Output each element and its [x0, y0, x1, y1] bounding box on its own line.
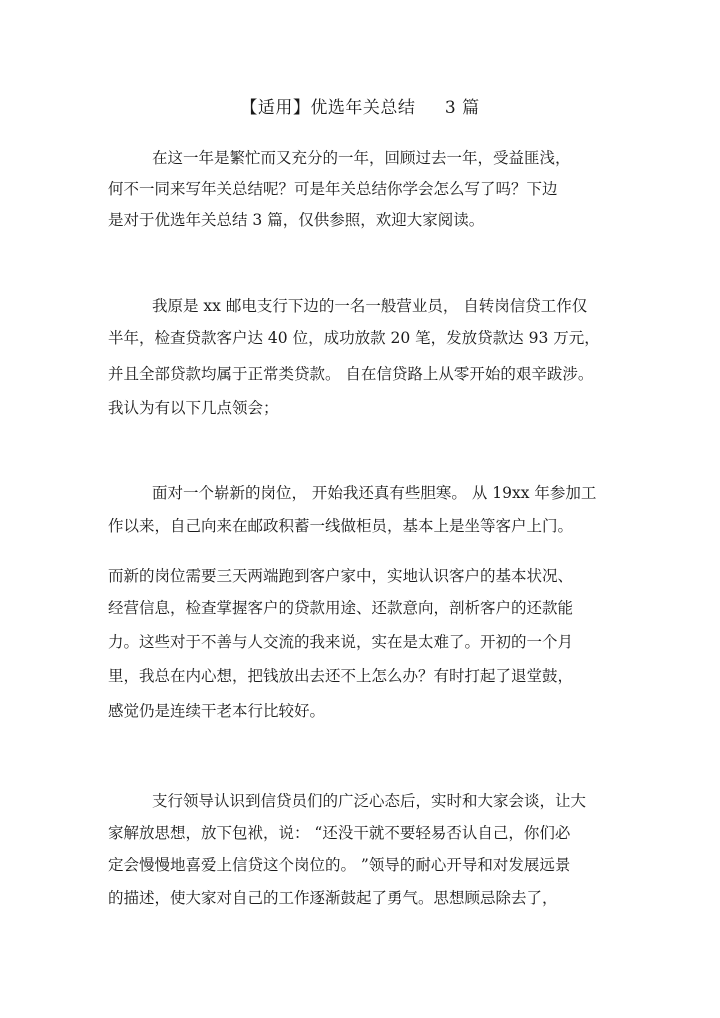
paragraph-1-line-3: 是对于优选年关总结 3 篇，仅供参照，欢迎大家阅读。	[108, 211, 485, 229]
paragraph-1-line-2: 何不一同来写年关总结呢？可是年关总结你学会怎么写了吗？下边	[108, 180, 558, 198]
paragraph-2-line-1: 我原是 xx 邮电支行下边的一名一般营业员， 自转岗信贷工作仅	[152, 297, 588, 315]
paragraph-5-line-4: 的描述，使大家对自己的工作逐渐鼓起了勇气。思想顾忌除去了，	[108, 889, 558, 907]
document-title: 【适用】优选年关总结 3 篇	[240, 98, 480, 118]
paragraph-4-line-2: 经营信息，检查掌握客户的贷款用途、还款意向，剖析客户的还款能	[108, 599, 574, 617]
paragraph-4-line-5: 感觉仍是连续干老本行比较好。	[108, 702, 326, 720]
paragraph-3-line-1: 面对一个崭新的岗位， 开始我还真有些胆寒。 从 19xx 年参加工	[152, 484, 597, 502]
paragraph-1-line-1: 在这一年是繁忙而又充分的一年，回顾过去一年，受益匪浅，	[152, 149, 571, 167]
paragraph-2-line-4: 我认为有以下几点领会；	[108, 399, 279, 417]
paragraph-2-line-3: 并且全部贷款均属于正常类贷款。 自在信贷路上从零开始的艰辛跋涉。	[108, 365, 594, 383]
paragraph-3-line-2: 作以来，自己向来在邮政积蓄一线做柜员，基本上是坐等客户上门。	[108, 517, 574, 535]
paragraph-4-line-3: 力。这些对于不善与人交流的我来说，实在是太难了。开初的一个月	[108, 633, 574, 651]
paragraph-4-line-4: 里，我总在内心想，把钱放出去还不上怎么办？有时打起了退堂鼓，	[108, 667, 574, 685]
paragraph-2-line-2: 半年，检查贷款客户达 40 位，成功放款 20 笔，发放贷款达 93 万元，	[108, 329, 600, 347]
paragraph-5-line-3: 定会慢慢地喜爱上信贷这个岗位的。 ”领导的耐心开导和对发展远景	[108, 856, 571, 874]
paragraph-4-line-1: 而新的岗位需要三天两端跑到客户家中，实地认识客户的基本状况、	[108, 567, 574, 585]
paragraph-5-line-1: 支行领导认识到信贷员们的广泛心态后，实时和大家会谈，让大	[152, 792, 587, 810]
paragraph-5-line-2: 家解放思想，放下包袱，说： “还没干就不要轻易否认自己，你们必	[108, 824, 571, 842]
